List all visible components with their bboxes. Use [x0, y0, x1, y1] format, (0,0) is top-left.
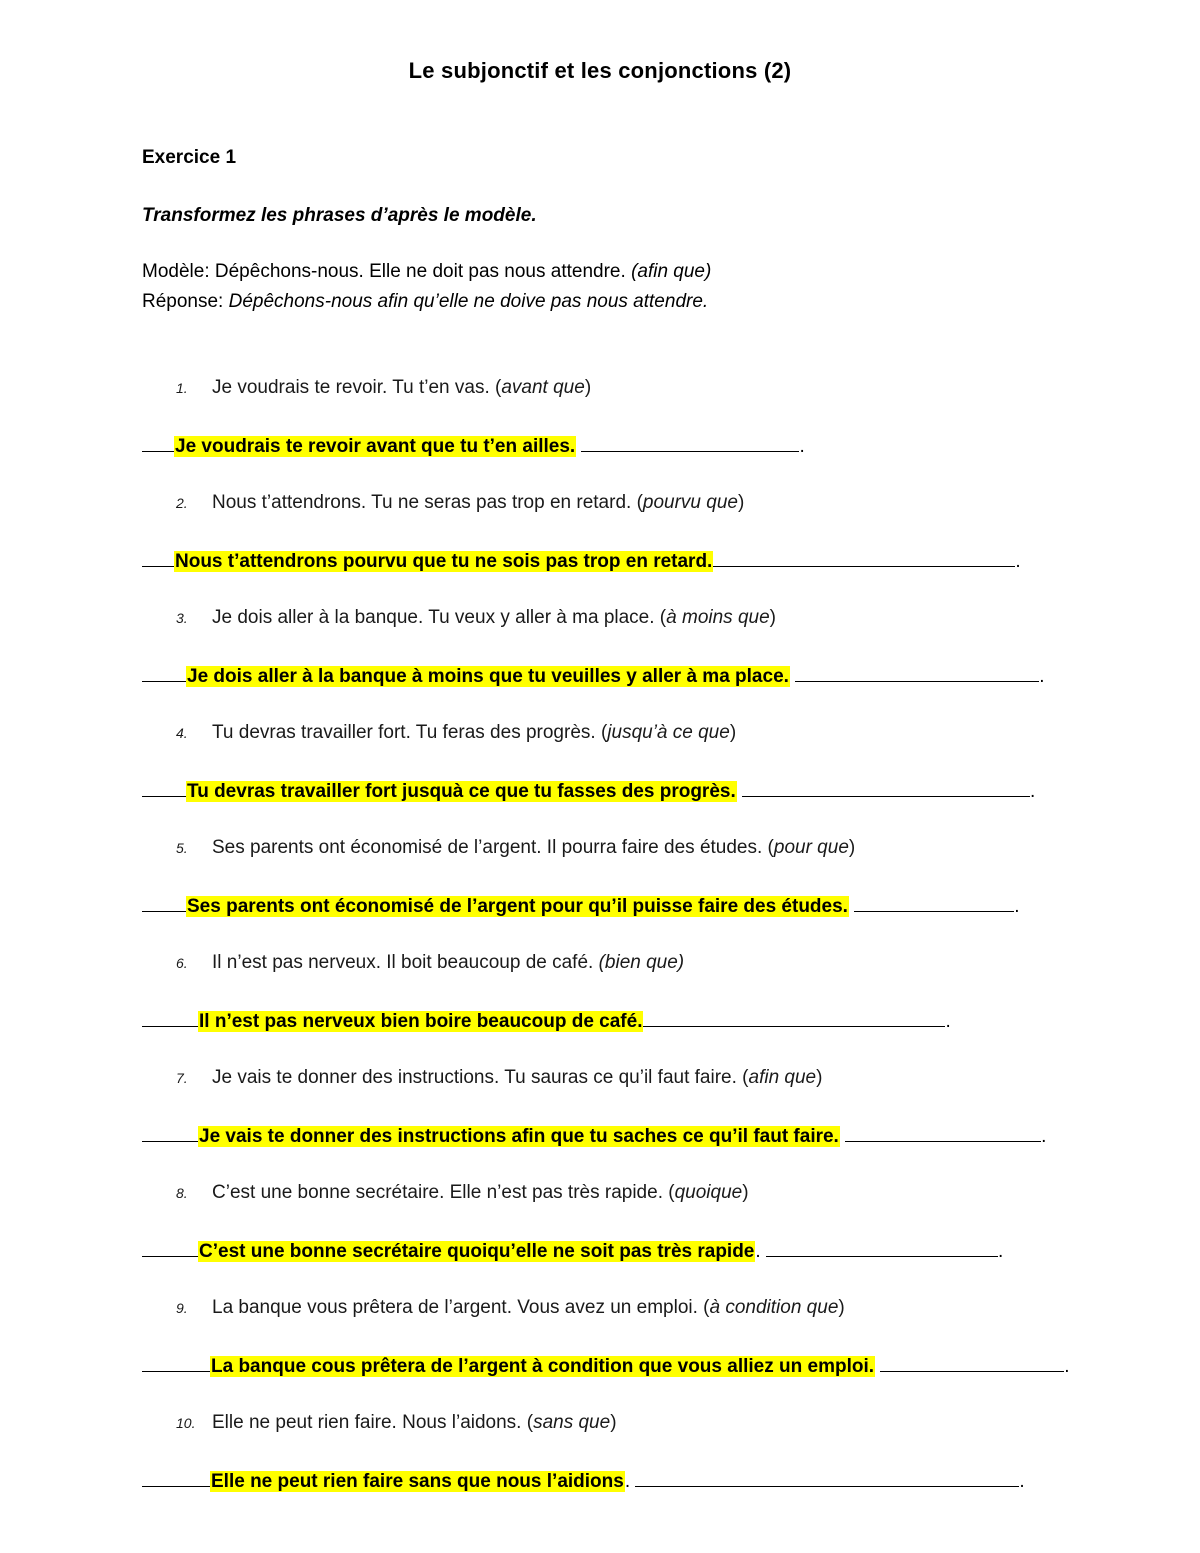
blank-line-left — [142, 893, 186, 912]
answer-line[interactable] — [142, 1008, 951, 1033]
item-number: 4. — [176, 725, 188, 741]
item-close: ) — [816, 1067, 823, 1088]
answer-period: . — [1064, 1356, 1070, 1377]
blank-line-right — [742, 778, 1030, 797]
answer-line[interactable] — [142, 893, 1020, 918]
model-label: Modèle: — [142, 261, 210, 282]
blank-line-left — [142, 663, 186, 682]
item-prompt-text: C’est une bonne secrétaire. Elle n’est pas très rapide. ( — [212, 1182, 675, 1203]
answer-highlight: Ses parents ont économisé de l’argent pour qu’il puisse faire des études. — [187, 896, 848, 917]
item-prompt — [176, 1067, 822, 1089]
blank-line-right — [845, 1123, 1041, 1142]
answer-highlight: La banque cous prêtera de l’argent à condition que vous alliez un emploi. — [211, 1356, 875, 1377]
answer-highlight: Nous t’attendrons pourvu que tu ne sois pas trop en retard. — [175, 551, 713, 572]
blank-line-left — [142, 1008, 198, 1027]
blank-line-left — [142, 778, 186, 797]
model-answer: Dépêchons-nous afin qu’elle ne doive pas nous attendre. — [228, 291, 709, 312]
instruction-text: Transformez les phrases d’après le modèle. — [142, 205, 537, 226]
answer-highlight: Je dois aller à la banque à moins que tu veuilles y aller à ma place. — [187, 666, 789, 687]
item-prompt-text: Nous t’attendrons. Tu ne seras pas trop en retard. ( — [212, 492, 643, 513]
item-conjunction: quoique — [674, 1182, 743, 1203]
item-conjunction: pour que — [773, 837, 849, 858]
exercise-item — [0, 1412, 1200, 1527]
answer-highlight: Elle ne peut rien faire sans que nous l’aidions — [211, 1471, 624, 1492]
answer-line[interactable] — [142, 1353, 1070, 1378]
item-prompt-text: Je dois aller à la banque. Tu veux y aller à ma place. ( — [212, 607, 667, 628]
item-number: 9. — [176, 1300, 188, 1316]
exercise-item — [0, 1297, 1200, 1412]
model-answer-label: Réponse: — [142, 291, 224, 312]
item-prompt-text: Je voudrais te revoir. Tu t’en vas. ( — [212, 377, 502, 398]
exercise-item — [0, 377, 1200, 492]
item-prompt — [176, 722, 736, 744]
answer-period: . — [755, 1241, 761, 1262]
blank-line-right — [880, 1353, 1064, 1372]
item-prompt — [176, 607, 776, 629]
item-number: 5. — [176, 840, 188, 856]
item-conjunction: avant que — [501, 377, 585, 398]
answer-period: . — [1030, 781, 1036, 802]
blank-line-left — [142, 1468, 210, 1487]
item-prompt-text: Je vais te donner des instructions. Tu sauras ce qu’il faut faire. ( — [212, 1067, 749, 1088]
blank-line-right — [795, 663, 1039, 682]
item-prompt-text: La banque vous prêtera de l’argent. Vous avez un emploi. ( — [212, 1297, 710, 1318]
answer-period: . — [1041, 1126, 1047, 1147]
exercise-item — [0, 837, 1200, 952]
item-prompt — [176, 1297, 845, 1319]
model-answer-line — [142, 291, 708, 313]
item-number: 3. — [176, 610, 188, 626]
answer-period: . — [1019, 1471, 1025, 1492]
item-prompt — [176, 837, 855, 859]
answer-period: . — [799, 436, 805, 457]
item-conjunction: pourvu que — [642, 492, 738, 513]
blank-line-left — [142, 1353, 210, 1372]
answer-line[interactable] — [142, 433, 805, 458]
item-number: 1. — [176, 380, 188, 396]
item-close: ) — [848, 837, 856, 858]
answer-highlight: Je vais te donner des instructions afin que tu saches ce qu’il faut faire. — [199, 1126, 839, 1147]
answer-line[interactable] — [142, 1123, 1046, 1148]
item-close: ) — [742, 1182, 749, 1203]
item-close: ) — [769, 607, 776, 628]
exercise-item — [0, 1182, 1200, 1297]
exercise-item — [0, 1067, 1200, 1182]
item-conjunction: sans que — [533, 1412, 611, 1433]
model-sentence: Dépêchons-nous. Elle ne doit pas nous attendre. — [214, 261, 626, 282]
blank-line-right — [643, 1008, 945, 1027]
answer-line[interactable] — [142, 663, 1044, 688]
item-prompt-text: Elle ne peut rien faire. Nous l’aidons. ( — [212, 1412, 534, 1433]
answer-highlight: Tu devras travailler fort jusquà ce que tu fasses des progrès. — [187, 781, 736, 802]
answer-line[interactable] — [142, 548, 1021, 573]
item-close: ) — [610, 1412, 617, 1433]
exercise-item — [0, 607, 1200, 722]
item-close: ) — [729, 722, 737, 743]
answer-period: . — [1014, 896, 1020, 917]
item-prompt — [176, 377, 591, 399]
item-prompt-text: Tu devras travailler fort. Tu feras des progrès. ( — [212, 722, 608, 743]
blank-line-left — [142, 1238, 198, 1257]
blank-line-right — [854, 893, 1014, 912]
answer-line[interactable] — [142, 1238, 1003, 1263]
blank-line-right — [766, 1238, 998, 1257]
item-number: 7. — [176, 1070, 188, 1086]
item-close: ) — [737, 492, 745, 513]
model-conjunction: (afin que) — [631, 261, 712, 282]
model-line — [142, 261, 711, 283]
answer-period: . — [997, 1241, 1004, 1262]
answer-highlight: Je voudrais te revoir avant que tu t’en ailles. — [175, 436, 576, 457]
answer-line[interactable] — [142, 778, 1035, 803]
page-title: Le subjonctif et les conjonctions (2) — [408, 58, 792, 83]
item-prompt — [176, 1412, 617, 1434]
item-prompt — [176, 952, 684, 974]
item-close: ) — [838, 1297, 845, 1318]
item-conjunction: (bien que) — [598, 952, 685, 973]
answer-highlight: C’est une bonne secrétaire quoiqu’elle ne soit pas très rapide — [199, 1241, 755, 1262]
item-number: 10. — [176, 1415, 196, 1431]
exercise-item — [0, 952, 1200, 1067]
answer-period: . — [1015, 551, 1021, 572]
blank-line-left — [142, 433, 174, 452]
answer-period: . — [1039, 666, 1045, 687]
item-close: ) — [584, 377, 592, 398]
item-prompt — [176, 1182, 749, 1204]
answer-line[interactable] — [142, 1468, 1025, 1493]
item-conjunction: à moins que — [666, 607, 770, 628]
exercise-item — [0, 722, 1200, 837]
answer-period: . — [945, 1011, 951, 1032]
item-number: 8. — [176, 1185, 188, 1201]
item-number: 6. — [176, 955, 188, 971]
blank-line-right — [713, 548, 1015, 567]
answer-highlight: Il n’est pas nerveux bien boire beaucoup de café. — [199, 1011, 643, 1032]
exercise-heading: Exercice 1 — [142, 147, 237, 168]
item-number: 2. — [176, 495, 188, 511]
item-conjunction: jusqu’à ce que — [607, 722, 730, 743]
item-conjunction: afin que — [748, 1067, 817, 1088]
blank-line-left — [142, 548, 174, 567]
blank-line-right — [635, 1468, 1019, 1487]
blank-line-left — [142, 1123, 198, 1142]
exercise-item — [0, 492, 1200, 607]
item-prompt-text: Il n’est pas nerveux. Il boit beaucoup de café. — [212, 952, 599, 973]
item-prompt-text: Ses parents ont économisé de l’argent. Il pourra faire des études. ( — [212, 837, 774, 858]
item-prompt — [176, 492, 744, 514]
item-conjunction: à condition que — [709, 1297, 839, 1318]
blank-line-right — [581, 433, 799, 452]
answer-period: . — [624, 1471, 631, 1492]
